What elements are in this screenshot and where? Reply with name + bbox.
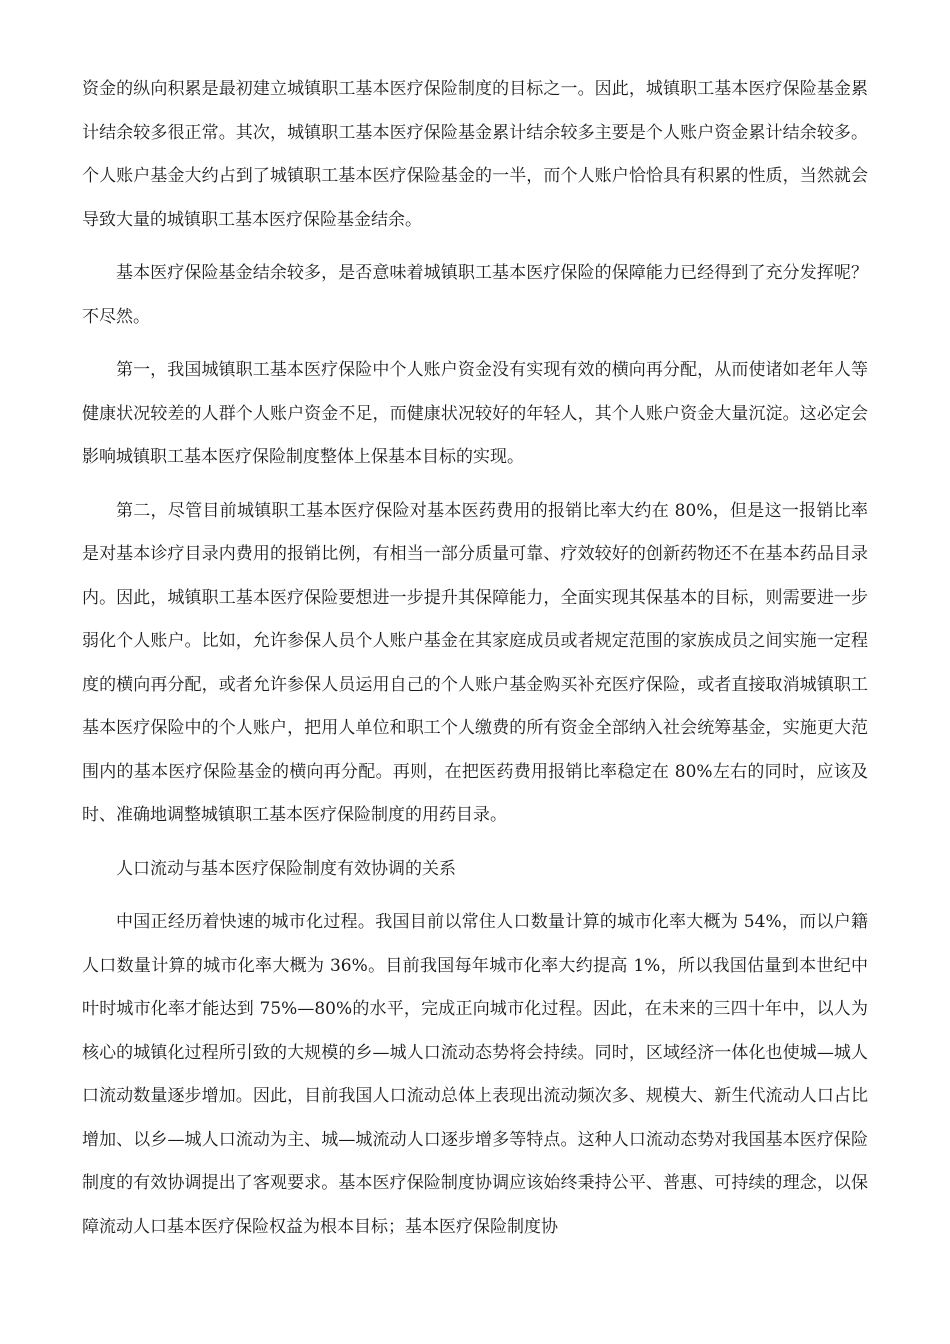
section-heading: 人口流动与基本医疗保险制度有效协调的关系	[116, 858, 456, 879]
paragraph-first-point: 第一，我国城镇职工基本医疗保险中个人账户资金没有实现有效的横向再分配，从而使诸如老年人等健康状况较差的人群个人账户资金不足，而健康状况较好的年轻人，其个人账户资金大量沉淀。这必定会影响城镇职工基本医疗保险制度整体上保基本目标的实现。	[82, 360, 868, 467]
paragraph-continuation: 资金的纵向积累是最初建立城镇职工基本医疗保险制度的目标之一。因此，城镇职工基本医疗保险基金累计结余较多很正常。其次，城镇职工基本医疗保险基金累计结余较多主要是个人账户资金累计结余较多。个人账户基金大约占到了城镇职工基本医疗保险基金的一半，而个人账户恰恰具有积累的性质，当然就会导致大量的城镇职工基本医疗保险基金结余。	[82, 79, 868, 230]
paragraph-fund-surplus-question: 基本医疗保险基金结余较多，是否意味着城镇职工基本医疗保险的保障能力已经得到了充分发挥呢？不尽然。	[82, 263, 868, 327]
paragraph-second-point: 第二，尽管目前城镇职工基本医疗保险对基本医药费用的报销比率大约在 80%，但是这一报销比率是对基本诊疗目录内费用的报销比例，有相当一部分质量可靠、疗效较好的创新药物还不在基本药品目录内。因此，城镇职工基本医疗保险要想进一步提升其保障能力，全面实现其保基本的目标，则需要进一步弱化个人账户。比如，允许参保人员个人账户基金在其家庭成员或者规定范围的家族成员之间实施一定程度的横向再分配，或者允许参保人员运用自己的个人账户基金购买补充医疗保险，或者直接取消城镇职工基本医疗保险中的个人账户，把用人单位和职工个人缴费的所有资金全部纳入社会统筹基金，实施更大范围内的基本医疗保险基金的横向再分配。再则，在把医药费用报销比率稳定在 80%左右的同时，应该及时、准确地调整城镇职工基本医疗保险制度的用药目录。	[82, 500, 868, 825]
paragraph-urbanization: 中国正经历着快速的城市化过程。我国目前以常住人口数量计算的城市化率大概为 54%，而以户籍人口数量计算的城市化率大概为 36%。目前我国每年城市化率大约提高 1%，所以我国估量到本世纪中叶时城市化率才能达到 75%—80%的水平，完成正向城市化过程。因此，在未来的三四十年中，以人为核心的城镇化过程所引致的大规模的乡—城人口流动态势将会持续。同时，区域经济一体化也使城—城人口流动数量逐步增加。因此，目前我国人口流动总体上表现出流动频次多、规模大、新生代流动人口占比增加、以乡—城人口流动为主、城—城流动人口逐步增多等特点。这种人口流动态势对我国基本医疗保险制度的有效协调提出了客观要求。基本医疗保险制度协调应该始终秉持公平、普惠、可持续的理念，以保障流动人口基本医疗保险权益为根本目标；基本医疗保险制度协	[82, 912, 868, 1237]
